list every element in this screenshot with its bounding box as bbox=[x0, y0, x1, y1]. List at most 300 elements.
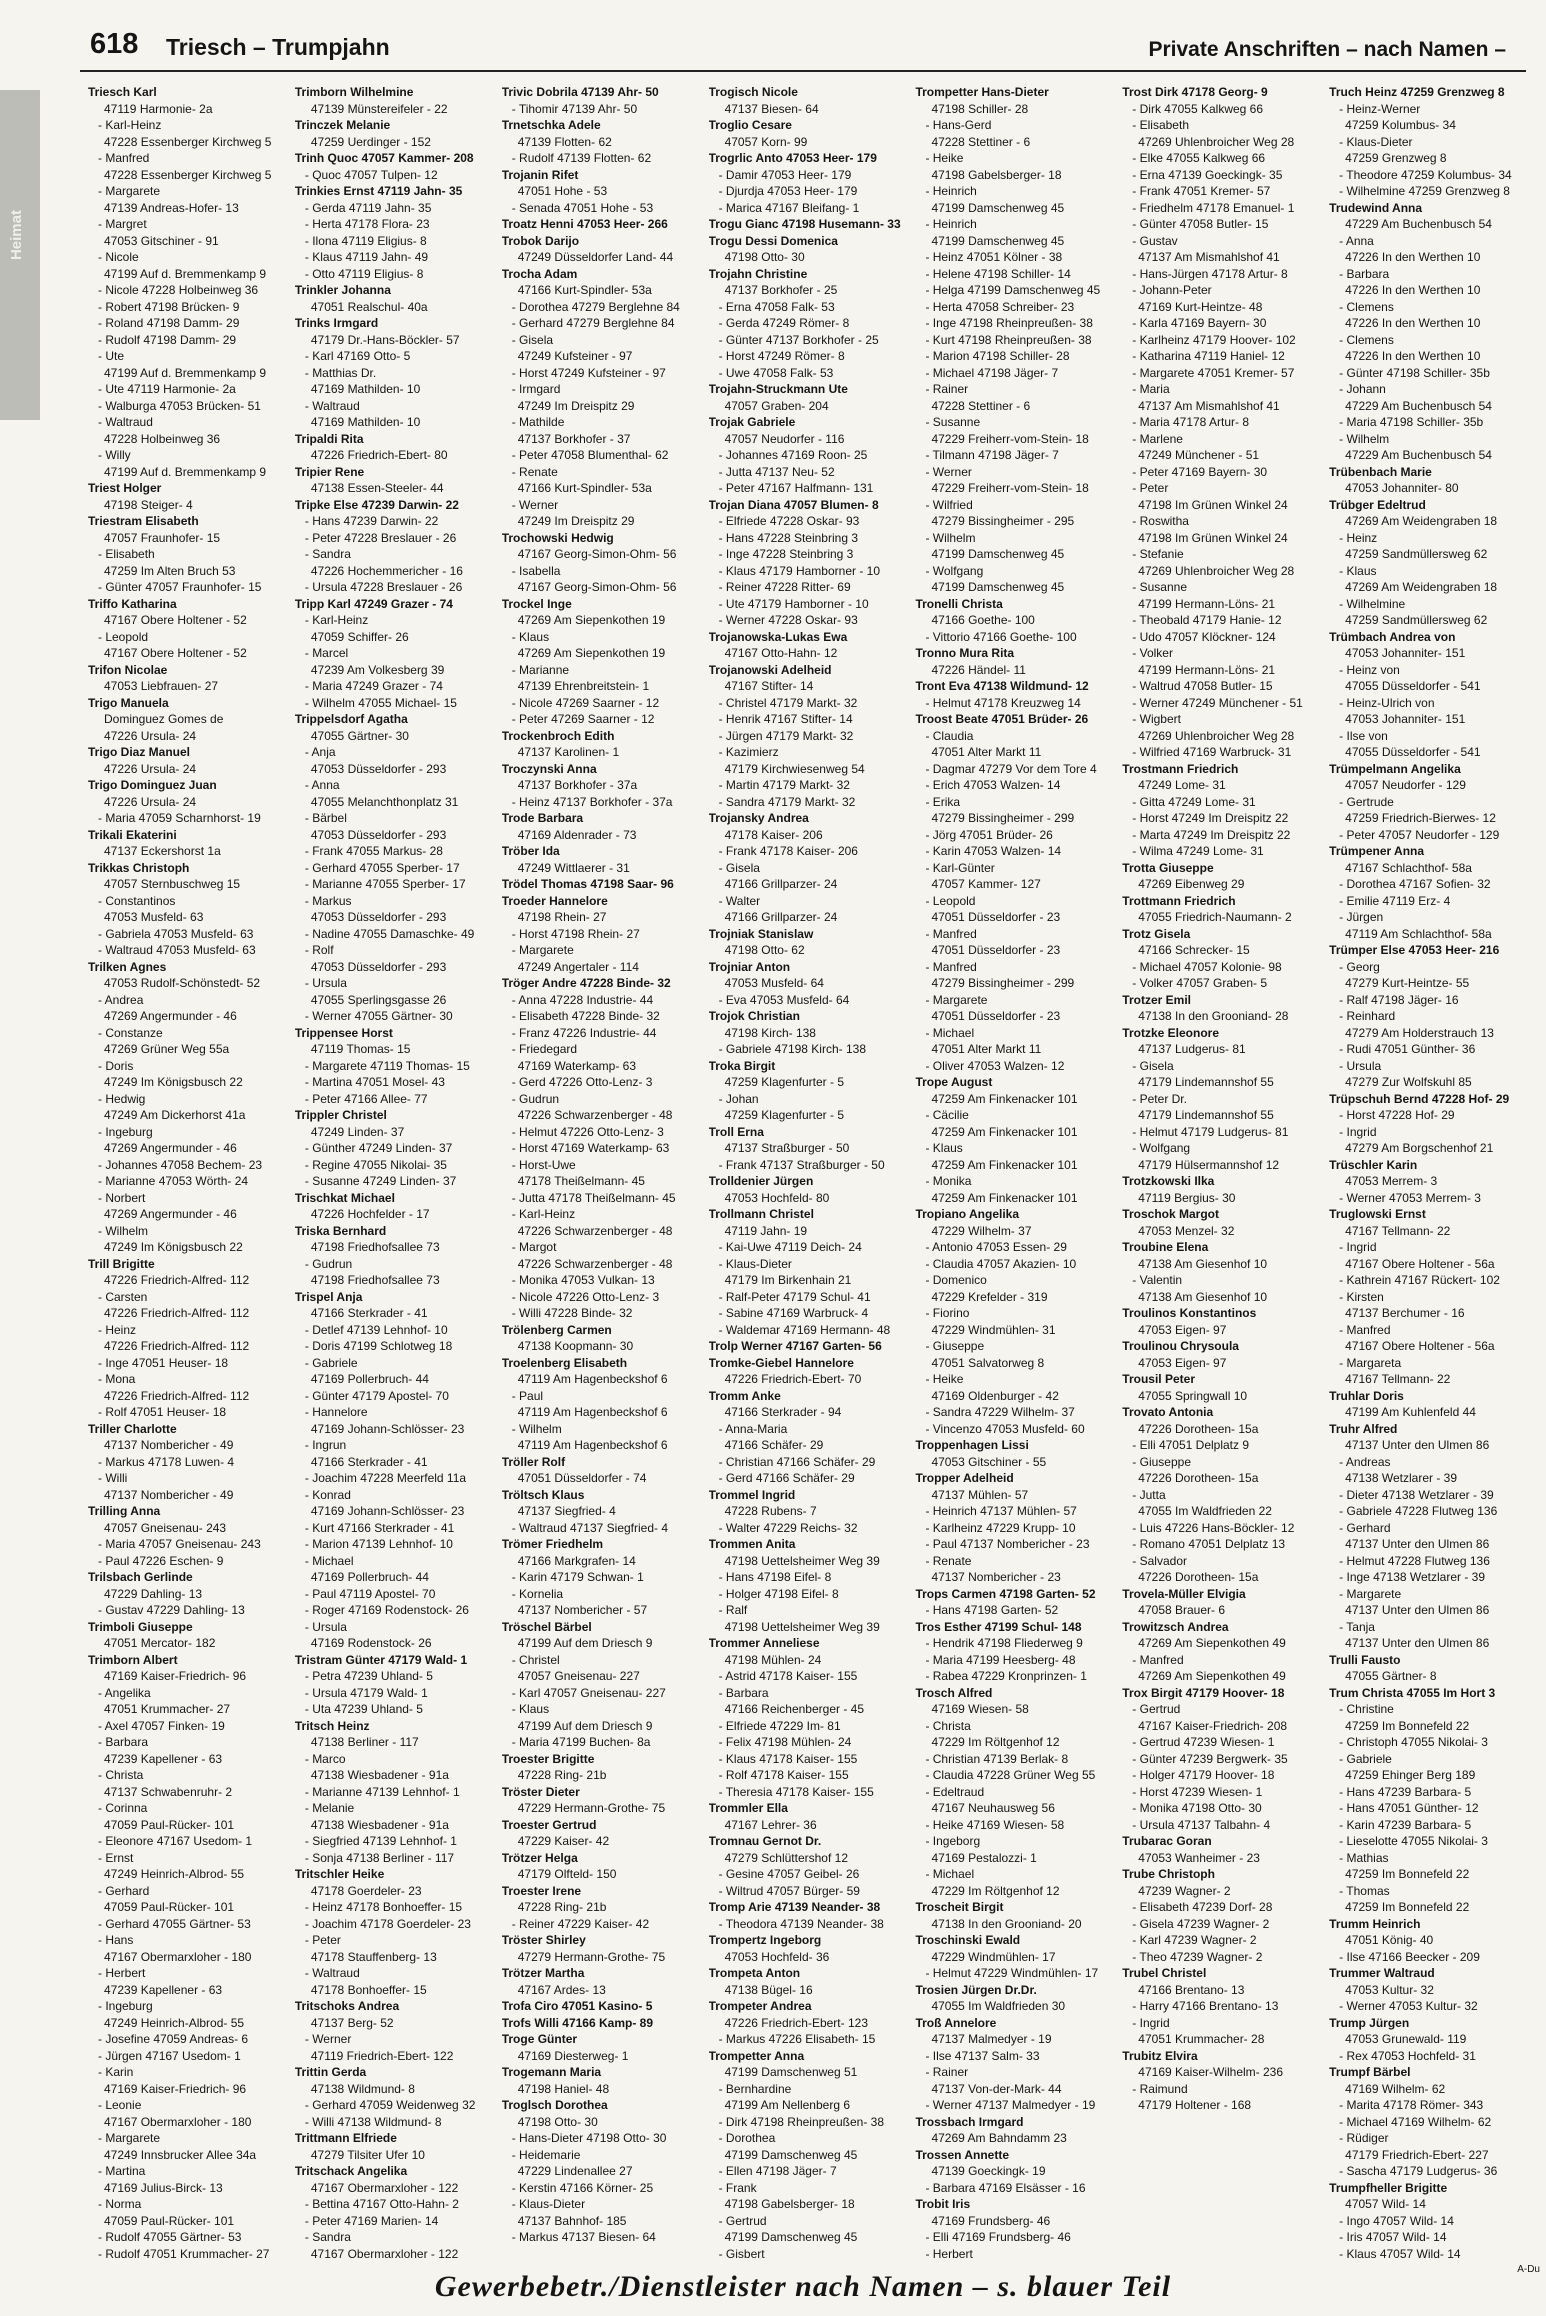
surname-entry: Trinkler Johanna bbox=[294, 283, 391, 297]
surname-entry: Trosch Alfred bbox=[915, 1685, 993, 1700]
surname-entry: Trojansky Andrea bbox=[708, 811, 809, 825]
sub-entry: - Gisbert bbox=[718, 2246, 765, 2261]
sub-entry: - Iris 47057 Wild- 14 bbox=[1339, 2230, 1447, 2244]
address-line: 47053 Gitschiner - 55 bbox=[931, 1454, 1047, 1469]
address-line: 47051 Düsseldorfer - 23 bbox=[931, 943, 1061, 957]
address-line: 47226 Friedrich-Ebert- 70 bbox=[724, 1372, 862, 1386]
address-line: 47179 Im Birkenhain 21 bbox=[724, 1273, 852, 1287]
address-line: 47055 Düsseldorfer - 541 bbox=[1345, 679, 1481, 693]
sub-entry: - Erich 47053 Walzen- 14 bbox=[925, 778, 1061, 792]
surname-entry: Trispel Anja bbox=[294, 1289, 363, 1304]
address-line: 47169 Mathilden- 10 bbox=[310, 415, 421, 429]
sub-entry: - Hans 47228 Steinbring 3 bbox=[718, 530, 859, 545]
sub-entry: - Mona bbox=[98, 1372, 136, 1386]
sub-entry: - Gudrun bbox=[304, 1256, 353, 1271]
address-line: 47269 Uhlenbroicher Weg 28 bbox=[1138, 563, 1295, 578]
surname-entry: Triller Charlotte bbox=[88, 1421, 177, 1436]
sub-entry: - Gerda 47249 Römer- 8 bbox=[718, 316, 850, 330]
surname-entry: Trippelsdorf Agatha bbox=[294, 712, 408, 726]
address-line: 47053 Düsseldorfer - 293 bbox=[310, 761, 447, 776]
sub-entry: - Friedegard bbox=[511, 1042, 578, 1056]
sub-entry: - Marion 47198 Schiller- 28 bbox=[925, 349, 1070, 363]
sub-entry: - Peter 47228 Breslauer - 26 bbox=[304, 530, 457, 545]
address-line: 47279 Kurt-Heintze- 55 bbox=[1345, 976, 1470, 990]
address-line: 47053 Düsseldorfer - 293 bbox=[310, 910, 447, 924]
address-line: 47057 Gneisenau- 227 bbox=[517, 1669, 640, 1683]
sub-entry: - Margret bbox=[98, 217, 147, 231]
sub-entry: - Margarete bbox=[98, 2131, 161, 2145]
address-line: 47259 Kolumbus- 34 bbox=[1345, 118, 1456, 132]
sub-entry: - Gerhard bbox=[1339, 1520, 1391, 1535]
surname-entry: Trotzkowski Ilka bbox=[1122, 1174, 1215, 1188]
address-line: 47059 Paul-Rücker- 101 bbox=[104, 1900, 235, 1914]
sub-entry: - Inge 47138 Wetzlarer - 39 bbox=[1339, 1570, 1486, 1584]
sub-entry: - Ursula bbox=[304, 1619, 347, 1634]
sub-entry: - Susanne bbox=[1132, 580, 1187, 594]
sub-entry: - Margarete bbox=[511, 943, 574, 957]
sub-entry: - Paul 47137 Nombericher - 23 bbox=[925, 1537, 1090, 1551]
sub-entry: - Theo 47239 Wagner- 2 bbox=[1132, 1949, 1263, 1964]
sub-entry: - Waltraud 47137 Siegfried- 4 bbox=[511, 1520, 669, 1535]
sub-entry: - Claudia bbox=[925, 728, 974, 743]
sub-entry: - Sonja 47138 Berliner - 117 bbox=[304, 1850, 455, 1865]
sub-entry: - Ilse 47166 Beecker - 209 bbox=[1339, 1949, 1480, 1964]
address-line: 47053 Johanniter- 151 bbox=[1345, 646, 1466, 660]
sub-entry: - Sabine 47169 Warbruck- 4 bbox=[718, 1306, 869, 1320]
surname-entry: Trumm Heinrich bbox=[1329, 1916, 1421, 1931]
sub-entry: - Marianne 47139 Lehnhof- 1 bbox=[304, 1784, 460, 1799]
sub-entry: - Markus 47178 Luwen- 4 bbox=[98, 1454, 235, 1469]
sub-entry: - Joachim 47178 Goerdeler- 23 bbox=[304, 1916, 471, 1931]
address-line: 47178 Goerdeler- 23 bbox=[310, 1883, 422, 1898]
surname-entry: Troschok Margot bbox=[1122, 1207, 1219, 1221]
sub-entry: - Heinrich bbox=[925, 184, 977, 198]
sub-entry: - Siegfried 47139 Lehnhof- 1 bbox=[304, 1834, 457, 1848]
sub-entry: - Nicole 47226 Otto-Lenz- 3 bbox=[511, 1289, 660, 1304]
surname-entry: Trompertz Ingeborg bbox=[708, 1933, 822, 1947]
surname-entry: Trüschler Karin bbox=[1329, 1157, 1418, 1172]
sub-entry: - Renate bbox=[925, 1553, 972, 1568]
address-line: 47226 Dorotheen- 15a bbox=[1138, 1471, 1259, 1485]
address-line: 47228 Holbeinweg 36 bbox=[104, 431, 221, 446]
sub-entry: - Helmut 47226 Otto-Lenz- 3 bbox=[511, 1124, 664, 1139]
sub-entry: - Walter 47229 Reichs- 32 bbox=[718, 1520, 858, 1535]
address-line: 47179 Dr.-Hans-Böckler- 57 bbox=[310, 332, 460, 347]
sub-entry: - Leopold bbox=[98, 629, 149, 644]
address-line: 47169 Diesterweg- 1 bbox=[517, 2048, 629, 2063]
address-line: 47167 Otto-Hahn- 12 bbox=[724, 646, 838, 660]
sub-entry: - Christian 47166 Schäfer- 29 bbox=[718, 1454, 876, 1469]
sub-entry: - Heinz 47137 Borkhofer - 37a bbox=[511, 794, 673, 809]
address-line: 47229 Lindenallee 27 bbox=[517, 2164, 633, 2178]
sub-entry: - Ralf 47198 Jäger- 16 bbox=[1339, 992, 1459, 1007]
sub-entry: - Johann bbox=[1339, 382, 1386, 396]
sub-entry: - Heinrich bbox=[925, 217, 977, 231]
sub-entry: - Horst 47249 Kufsteiner - 97 bbox=[511, 365, 666, 380]
address-line: 47179 Holtener - 168 bbox=[1138, 2098, 1252, 2112]
address-line: 47059 Paul-Rücker- 101 bbox=[104, 2213, 235, 2228]
sub-entry: - Hans 47051 Günther- 12 bbox=[1339, 1801, 1479, 1815]
surname-entry: Tröster Shirley bbox=[501, 1933, 586, 1947]
sub-entry: - Heike bbox=[925, 1372, 964, 1386]
sub-entry: - Rudolf 47055 Gärtner- 53 bbox=[98, 2230, 242, 2244]
sub-entry: - Holger 47198 Eifel- 8 bbox=[718, 1586, 839, 1601]
sub-entry: - Christine bbox=[1339, 1702, 1394, 1716]
sub-entry: - Klaus bbox=[511, 629, 550, 644]
sub-entry: - Hans 47239 Barbara- 5 bbox=[1339, 1784, 1472, 1799]
sub-entry: - Andreas bbox=[1339, 1454, 1391, 1469]
address-line: 47279 Tilsiter Ufer 10 bbox=[310, 2147, 425, 2162]
sub-entry: - Kirsten bbox=[1339, 1289, 1384, 1304]
surname-entry: Tromke-Giebel Hannelore bbox=[708, 1355, 854, 1370]
address-line: 47137 Am Mismahlshof 41 bbox=[1138, 250, 1280, 264]
sub-entry: - Heinz-Werner bbox=[1339, 101, 1421, 116]
sub-entry: - Elli 47051 Delplatz 9 bbox=[1132, 1438, 1250, 1452]
sub-entry: - Sandra bbox=[304, 547, 351, 561]
surname-entry: Troglsch Dorothea bbox=[501, 2098, 608, 2112]
address-line: 47249 Kufsteiner - 97 bbox=[517, 349, 633, 363]
sub-entry: - Oliver 47053 Walzen- 12 bbox=[925, 1058, 1065, 1073]
sub-entry: - Anja bbox=[304, 745, 336, 759]
sub-entry: - Giuseppe bbox=[925, 1339, 985, 1353]
sub-entry: - Maria bbox=[1132, 382, 1170, 396]
sub-entry: - Harry 47166 Brentano- 13 bbox=[1132, 1999, 1279, 2013]
sub-entry: - Hans-Dieter 47198 Otto- 30 bbox=[511, 2131, 667, 2145]
sub-entry: - Walburga 47053 Brücken- 51 bbox=[98, 398, 261, 413]
sub-entry: - Heike bbox=[925, 151, 964, 165]
address-line: 47055 Melanchthonplatz 31 bbox=[310, 794, 459, 809]
address-line: 47179 Olfteld- 150 bbox=[517, 1867, 617, 1881]
address-line: 47055 Sperlingsgasse 26 bbox=[310, 992, 447, 1007]
address-line: 47198 Uettelsheimer Weg 39 bbox=[724, 1553, 880, 1568]
sub-entry: - Walter bbox=[718, 893, 761, 908]
sub-entry: - Jürgen bbox=[1339, 910, 1384, 924]
address-line: 47119 Bergius- 30 bbox=[1138, 1190, 1236, 1205]
address-line: 47259 Im Bonnefeld 22 bbox=[1345, 1867, 1470, 1881]
sub-entry: - Karin 47179 Schwan- 1 bbox=[511, 1570, 644, 1584]
sub-entry: - Kurt 47198 Rheinpreußen- 38 bbox=[925, 332, 1092, 347]
sub-entry: - Theodora 47139 Neander- 38 bbox=[718, 1916, 884, 1931]
address-line: 47198 Mühlen- 24 bbox=[724, 1652, 822, 1667]
surname-entry: Troatz Henni 47053 Heer- 266 bbox=[501, 217, 668, 231]
sub-entry: - Günter 47137 Borkhofer - 25 bbox=[718, 332, 879, 347]
sub-entry: - Monika bbox=[925, 1174, 972, 1188]
sub-entry: - Senada 47051 Hohe - 53 bbox=[511, 200, 654, 215]
address-line: 47269 Angermunder - 46 bbox=[104, 1207, 237, 1221]
sub-entry: - Werner 47053 Kultur- 32 bbox=[1339, 1999, 1478, 2013]
surname-entry: Trinkies Ernst 47119 Jahn- 35 bbox=[294, 184, 463, 198]
sub-entry: - Rudolf 47051 Krummacher- 27 bbox=[98, 2246, 270, 2261]
address-line: 47137 Unter den Ulmen 86 bbox=[1345, 1636, 1490, 1650]
address-line: 47053 Gitschiner - 91 bbox=[104, 233, 219, 248]
sub-entry: - Michael bbox=[925, 1025, 975, 1040]
sub-entry: - Doris bbox=[98, 1058, 134, 1073]
sub-entry: - Josefine 47059 Andreas- 6 bbox=[98, 2032, 249, 2046]
address-line: 47137 Berg- 52 bbox=[310, 2015, 394, 2030]
sub-entry: - Gerhard 47059 Weidenweg 32 bbox=[304, 2098, 476, 2112]
address-line: 47199 Auf dem Driesch 9 bbox=[517, 1636, 653, 1650]
address-line: 47229 Am Buchenbusch 54 bbox=[1345, 448, 1492, 462]
surname-entry: Tritschoks Andrea bbox=[294, 1999, 400, 2013]
address-line: 47057 Korn- 99 bbox=[724, 134, 808, 149]
sub-entry: - Christa bbox=[925, 1718, 971, 1733]
sub-entry: - Werner 47055 Gärtner- 30 bbox=[304, 1009, 453, 1023]
address-line: 47199 Damschenweg 51 bbox=[724, 2065, 858, 2079]
address-line: 47279 Am Borgschenhof 21 bbox=[1345, 1141, 1494, 1155]
sub-entry: - Ute 47179 Hamborner - 10 bbox=[718, 596, 869, 611]
sub-entry: - Christa bbox=[98, 1768, 144, 1782]
address-line: 47167 Lehrer- 36 bbox=[724, 1817, 817, 1832]
surname-entry: Trilsbach Gerlinde bbox=[88, 1570, 193, 1584]
sub-entry: - Friedhelm 47178 Emanuel- 1 bbox=[1132, 200, 1295, 215]
address-line: 47198 Kirch- 138 bbox=[724, 1025, 816, 1040]
address-line: 47169 Wiesen- 58 bbox=[931, 1702, 1029, 1716]
surname-entry: Trockel Inge bbox=[501, 596, 572, 611]
surname-entry: Trikali Ekaterini bbox=[88, 827, 177, 842]
address-line: 47169 Frundsberg- 46 bbox=[931, 2213, 1051, 2228]
sub-entry: - Luis 47226 Hans-Böckler- 12 bbox=[1132, 1520, 1295, 1535]
surname-entry: Tröltsch Klaus bbox=[501, 1487, 585, 1502]
sub-entry: - Peter bbox=[304, 1933, 341, 1947]
sub-entry: - Ellen 47198 Jäger- 7 bbox=[718, 2164, 837, 2178]
sub-entry: - Sandra bbox=[304, 2230, 351, 2244]
surname-entry: Trivic Dobrila 47139 Ahr- 50 bbox=[501, 85, 659, 99]
sub-entry: - Elisabeth bbox=[1132, 118, 1189, 132]
sub-entry: - Hannelore bbox=[304, 1405, 368, 1419]
surname-entry: Triffo Katharina bbox=[88, 596, 177, 611]
address-line: 47259 Grenzweg 8 bbox=[1345, 151, 1447, 165]
sub-entry: - Gustav bbox=[1132, 233, 1178, 248]
address-line: 47169 Waterkamp- 63 bbox=[517, 1058, 637, 1073]
address-line: 47137 Eckershorst 1a bbox=[104, 844, 221, 858]
sub-entry: - Elli 47169 Frundsberg- 46 bbox=[925, 2230, 1071, 2244]
address-line: 47169 Rodenstock- 26 bbox=[310, 1636, 432, 1650]
sub-entry: - Elke 47055 Kalkweg 66 bbox=[1132, 151, 1266, 165]
address-line: 47119 Am Hagenbeckshof 6 bbox=[517, 1372, 668, 1386]
sub-entry: - Marlene bbox=[1132, 431, 1183, 446]
sub-entry: - Georg bbox=[1339, 959, 1380, 974]
surname-entry: Trilken Agnes bbox=[88, 959, 167, 974]
sub-entry: - Detlef 47139 Lehnhof- 10 bbox=[304, 1322, 448, 1337]
surname-entry: Trogu Gianc 47198 Husemann- 33 bbox=[708, 217, 901, 231]
address-line: 47259 Uerdinger - 152 bbox=[310, 134, 431, 149]
surname-entry: Trojniar Anton bbox=[708, 959, 791, 974]
surname-entry: Truhr Alfred bbox=[1329, 1421, 1398, 1436]
sub-entry: - Claudia 47057 Akazien- 10 bbox=[925, 1256, 1077, 1271]
sub-entry: - Barbara 47169 Elsässer - 16 bbox=[925, 2180, 1086, 2195]
sub-entry: - Hans 47198 Garten- 52 bbox=[925, 1603, 1059, 1617]
sub-entry: - Elisabeth 47239 Dorf- 28 bbox=[1132, 1900, 1273, 1914]
surname-entry: Trubarac Goran bbox=[1122, 1834, 1212, 1848]
address-line: 47166 Grillparzer- 24 bbox=[724, 877, 838, 891]
surname-entry: Tromp Arie 47139 Neander- 38 bbox=[708, 1900, 881, 1914]
address-line: 47226 Händel- 11 bbox=[931, 662, 1026, 677]
address-line: 47249 Im Königsbusch 22 bbox=[104, 1240, 243, 1254]
address-line: 47055 Gärtner- 8 bbox=[1345, 1669, 1437, 1683]
sub-entry: - Gertrud 47239 Wiesen- 1 bbox=[1132, 1735, 1275, 1749]
surname-entry: Trötzer Martha bbox=[501, 1966, 585, 1980]
sub-entry: - Katharina 47119 Haniel- 12 bbox=[1132, 349, 1285, 363]
address-line: 47167 Kaiser-Friedrich- 208 bbox=[1138, 1718, 1288, 1733]
address-line: 47167 Obermarxloher - 180 bbox=[104, 2114, 252, 2129]
sub-entry: - Susanne 47249 Linden- 37 bbox=[304, 1174, 457, 1188]
surname-entry: Trommel Ingrid bbox=[708, 1487, 796, 1502]
sub-entry: - Gabriele bbox=[304, 1355, 358, 1370]
sub-entry: - Manfred bbox=[925, 959, 977, 974]
sub-entry: - Matthias Dr. bbox=[304, 365, 377, 380]
address-line: 47228 Rubens- 7 bbox=[724, 1504, 817, 1518]
sub-entry: - Eva 47053 Musfeld- 64 bbox=[718, 992, 850, 1007]
surname-entry: Trojok Christian bbox=[708, 1009, 800, 1023]
sub-entry: - Nicole 47228 Holbeinweg 36 bbox=[98, 283, 259, 297]
sub-entry: - Kathrein 47167 Rückert- 102 bbox=[1339, 1273, 1500, 1287]
address-line: 47137 Malmedyer - 19 bbox=[931, 2032, 1052, 2046]
sub-entry: - Klaus bbox=[925, 1141, 963, 1155]
address-line: 47279 Schlüttershof 12 bbox=[724, 1850, 848, 1865]
sub-entry: - Erna 47058 Falk- 53 bbox=[718, 299, 835, 314]
address-line: 47259 Sandmüllersweg 62 bbox=[1345, 613, 1488, 627]
sub-entry: - Wilhelm bbox=[511, 1421, 562, 1436]
sub-entry: - Margarete 47119 Thomas- 15 bbox=[304, 1058, 470, 1073]
address-line: 47239 Kapellener - 63 bbox=[104, 1751, 223, 1766]
sub-entry: - Edeltraud bbox=[925, 1784, 985, 1799]
address-line: 47137 Nombericher - 23 bbox=[931, 1570, 1061, 1584]
sub-entry: - Maria 47198 Schiller- 35b bbox=[1339, 415, 1484, 429]
sub-entry: - Gerhard 47279 Berglehne 84 bbox=[511, 316, 675, 330]
surname-entry: Trittmann Elfriede bbox=[294, 2131, 397, 2145]
address-line: 47053 Kultur- 32 bbox=[1345, 1982, 1434, 1997]
sub-entry: - Hedwig bbox=[98, 1091, 146, 1106]
address-line: 47139 Goeckingk- 19 bbox=[931, 2164, 1046, 2178]
surname-entry: Trossbach Irmgard bbox=[915, 2114, 1024, 2129]
sub-entry: - Karin 47053 Walzen- 14 bbox=[925, 844, 1062, 858]
sub-entry: - Gerd 47226 Otto-Lenz- 3 bbox=[511, 1075, 653, 1089]
sub-entry: - Maria 47178 Artur- 8 bbox=[1132, 415, 1250, 429]
surname-entry: Tröster Dieter bbox=[501, 1784, 580, 1799]
surname-entry: Trojanowska-Lukas Ewa bbox=[708, 629, 848, 644]
address-line: 47249 Innsbrucker Allee 34a bbox=[104, 2147, 257, 2162]
sub-entry: - Maria 47199 Heesberg- 48 bbox=[925, 1652, 1076, 1667]
address-line: 47259 Ehinger Berg 189 bbox=[1345, 1768, 1476, 1782]
address-line: 47226 In den Werthen 10 bbox=[1345, 250, 1481, 264]
sub-entry: - Tilmann 47198 Jäger- 7 bbox=[925, 448, 1059, 462]
address-line: 47239 Kapellener - 63 bbox=[104, 1982, 223, 1997]
surname-entry: Triest Holger bbox=[88, 481, 162, 495]
surname-entry: Trobok Darijo bbox=[501, 233, 580, 248]
sub-entry: - Martina bbox=[98, 2164, 146, 2178]
address-line: 47226 Schwarzenberger - 48 bbox=[517, 1108, 673, 1122]
address-line: 47119 Thomas- 15 bbox=[310, 1042, 411, 1056]
address-line: 47053 Musfeld- 63 bbox=[104, 910, 204, 924]
side-tab bbox=[0, 90, 40, 420]
sub-entry: - Karl-Heinz bbox=[98, 118, 162, 132]
address-line: 47137 Biesen- 64 bbox=[724, 101, 819, 116]
address-line: 47119 Friedrich-Ebert- 122 bbox=[310, 2048, 454, 2063]
sub-entry: - Klaus 47179 Hamborner - 10 bbox=[718, 563, 880, 578]
footer-note: Gewerbebetr./Dienstleister nach Namen – s. blauer Teil bbox=[434, 2270, 1172, 2303]
address-line: 47055 Gärtner- 30 bbox=[310, 728, 409, 743]
sub-entry: - Waltraud bbox=[98, 415, 153, 429]
sub-entry: - Dorothea 47167 Sofien- 32 bbox=[1339, 877, 1491, 891]
surname-entry: Triesch Karl bbox=[88, 85, 157, 99]
sub-entry: - Roland 47198 Damm- 29 bbox=[98, 316, 240, 330]
address-line: 47198 Haniel- 48 bbox=[517, 2081, 610, 2096]
sub-entry: - Sandra 47229 Wilhelm- 37 bbox=[925, 1405, 1075, 1419]
address-line: 47137 Nombericher - 49 bbox=[104, 1487, 234, 1502]
sub-entry: - Marica 47167 Bleifang- 1 bbox=[718, 200, 860, 215]
address-line: 47249 Linden- 37 bbox=[310, 1124, 405, 1139]
address-line: 47269 Am Weidengraben 18 bbox=[1345, 514, 1498, 528]
sub-entry: - Margarete 47051 Kremer- 57 bbox=[1132, 365, 1295, 380]
sub-entry: - Ursula 47228 Breslauer - 26 bbox=[304, 580, 463, 594]
address-line: 47259 Am Finkenacker 101 bbox=[931, 1190, 1078, 1205]
sub-entry: - Melanie bbox=[304, 1801, 355, 1815]
surname-entry: Trollmann Christel bbox=[708, 1207, 814, 1221]
surname-entry: Trummer Waltraud bbox=[1329, 1966, 1435, 1980]
sub-entry: - Marta 47249 Im Dreispitz 22 bbox=[1132, 827, 1291, 842]
address-line: 47166 Schäfer- 29 bbox=[724, 1438, 824, 1452]
address-line: 47249 Am Dickerhorst 41a bbox=[104, 1108, 246, 1122]
sub-entry: - Ursula 47137 Talbahn- 4 bbox=[1132, 1817, 1271, 1832]
sub-entry: - Helmut 47179 Ludgerus- 81 bbox=[1132, 1124, 1289, 1139]
address-line: 47057 Gneisenau- 243 bbox=[104, 1520, 227, 1535]
address-line: 47137 Karolinen- 1 bbox=[517, 745, 620, 759]
sub-entry: - Rolf 47051 Heuser- 18 bbox=[98, 1405, 227, 1419]
address-line: 47169 Aldenrader - 73 bbox=[517, 827, 637, 842]
address-line: 47138 Essen-Steeler- 44 bbox=[310, 481, 444, 495]
sub-entry: - Horst 47169 Waterkamp- 63 bbox=[511, 1141, 670, 1155]
sub-entry: - Gabriele 47198 Kirch- 138 bbox=[718, 1042, 866, 1056]
sub-entry: - Horst 47249 Römer- 8 bbox=[718, 349, 845, 363]
surname-entry: Trochowski Hedwig bbox=[501, 530, 614, 545]
surname-entry: Trolldenier Jürgen bbox=[708, 1174, 814, 1188]
sub-entry: - Günter 47057 Fraunhofer- 15 bbox=[98, 580, 262, 594]
address-line: 47226 Friedrich-Ebert- 80 bbox=[310, 448, 448, 462]
sub-entry: - Waltraud 47053 Musfeld- 63 bbox=[98, 943, 256, 957]
sub-entry: - Kazimierz bbox=[718, 745, 779, 759]
sub-entry: - Dirk 47198 Rheinpreußen- 38 bbox=[718, 2114, 884, 2129]
sub-entry: - Michael 47169 Wilhelm- 62 bbox=[1339, 2114, 1492, 2129]
surname-entry: Trojan Diana 47057 Blumen- 8 bbox=[708, 497, 879, 512]
sub-entry: - Peter Dr. bbox=[1132, 1091, 1187, 1106]
sub-entry: - Maria 47249 Grazer - 74 bbox=[304, 679, 443, 693]
sub-entry: - Wilhelmine 47259 Grenzweg 8 bbox=[1339, 184, 1510, 198]
sub-entry: - Peter 47169 Marien- 14 bbox=[304, 2213, 439, 2228]
sub-entry: - Klaus 47119 Jahn- 49 bbox=[304, 250, 429, 264]
sub-entry: - Gerda 47119 Jahn- 35 bbox=[304, 200, 432, 215]
sub-entry: - Klaus 47178 Kaiser- 155 bbox=[718, 1751, 858, 1766]
address-line: 47138 Wiesbadener - 91a bbox=[310, 1817, 449, 1832]
address-line: 47259 Am Finkenacker 101 bbox=[931, 1157, 1078, 1172]
sub-entry: - Johan bbox=[718, 1091, 759, 1106]
address-line: 47269 Am Weidengraben 18 bbox=[1345, 580, 1498, 594]
address-line: 47167 Schlachthof- 58a bbox=[1345, 860, 1472, 875]
sub-entry: - Karin bbox=[98, 2065, 134, 2079]
address-line: 47169 Julius-Birck- 13 bbox=[104, 2180, 223, 2195]
sub-entry: - Herbert bbox=[925, 2246, 973, 2261]
surname-entry: Trowitzsch Andrea bbox=[1122, 1619, 1229, 1634]
sub-entry: - Elfriede 47228 Oskar- 93 bbox=[718, 514, 860, 528]
address-line: 47229 Dahling- 13 bbox=[104, 1586, 203, 1601]
surname-entry: Triska Bernhard bbox=[294, 1223, 387, 1238]
surname-entry: Trotzke Eleonore bbox=[1122, 1025, 1219, 1040]
page-number: 618 bbox=[90, 28, 139, 60]
address-line: 47169 Kaiser-Friedrich- 96 bbox=[104, 2081, 247, 2096]
sub-entry: - Gustav 47229 Dahling- 13 bbox=[98, 1603, 245, 1617]
surname-entry: Trüpschuh Bernd 47228 Hof- 29 bbox=[1329, 1091, 1510, 1106]
address-line: 47169 Pestalozzi- 1 bbox=[931, 1850, 1037, 1865]
address-line: 47167 Stifter- 14 bbox=[724, 679, 814, 693]
